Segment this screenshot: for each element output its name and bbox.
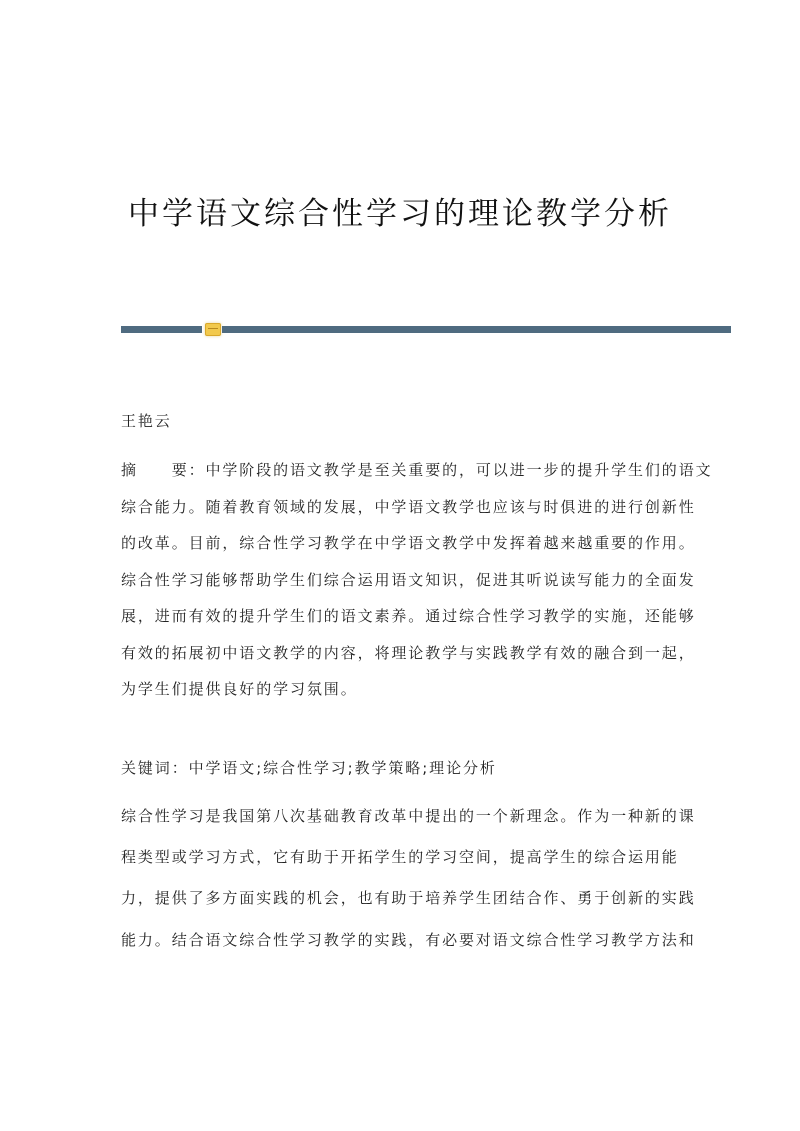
body-line: 综合性学习是我国第八次基础教育改革中提出的一个新理念。作为一种新的课 [121, 807, 696, 825]
keywords: 关键词：中学语文;综合性学习;教学策略;理论分析 [121, 759, 497, 777]
title-divider-right [222, 326, 731, 333]
divider-ornament-icon [205, 323, 221, 336]
document-title: 中学语文综合性学习的理论教学分析 [128, 196, 672, 232]
author-name: 王艳云 [121, 412, 172, 430]
body-line: 力，提供了多方面实践的机会，也有助于培养学生团结合作、勇于创新的实践 [121, 889, 696, 907]
body-line: 能力。结合语文综合性学习教学的实践，有必要对语文综合性学习教学方法和 [121, 931, 696, 949]
title-divider-left [121, 326, 202, 333]
abstract-line: 综合性学习能够帮助学生们综合运用语文知识，促进其听说读写能力的全面发 [121, 571, 696, 589]
abstract-line: 摘 要：中学阶段的语文教学是至关重要的，可以进一步的提升学生们的语文 [121, 461, 713, 479]
abstract-line: 展，进而有效的提升学生们的语文素养。通过综合性学习教学的实施，还能够 [121, 607, 696, 625]
abstract-line: 为学生们提供良好的学习氛围。 [121, 680, 358, 698]
abstract-line: 的改革。目前，综合性学习教学在中学语文教学中发挥着越来越重要的作用。 [121, 534, 696, 552]
abstract-line: 综合能力。随着教育领域的发展，中学语文教学也应该与时俱进的进行创新性 [121, 498, 696, 516]
body-line: 程类型或学习方式，它有助于开拓学生的学习空间，提高学生的综合运用能 [121, 848, 679, 866]
abstract-line: 有效的拓展初中语文教学的内容，将理论教学与实践教学有效的融合到一起， [121, 644, 696, 662]
